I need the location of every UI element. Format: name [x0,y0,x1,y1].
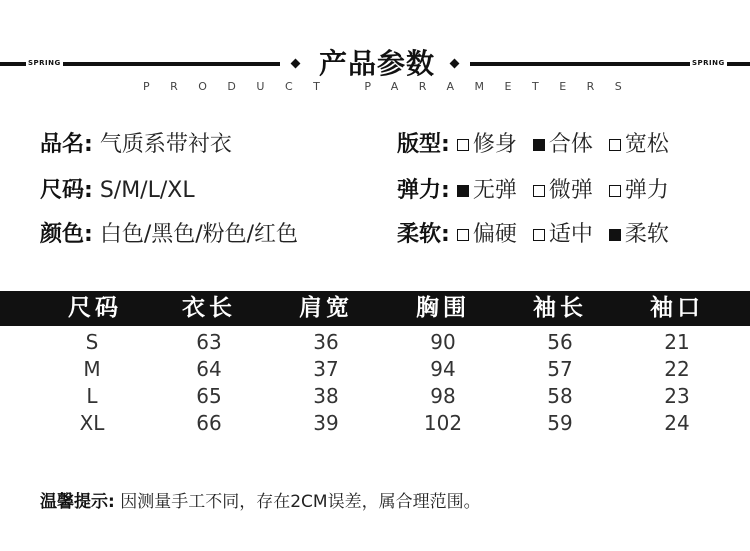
note-label: 温馨提示: [40,492,115,512]
column-header-length: 衣长 [182,295,236,321]
param-label: 版型: [397,132,450,157]
table-cell: 66 [196,411,222,435]
param-value: S/M/L/XL [99,178,195,203]
table-cell: 23 [664,384,690,408]
param-label: 柔软: [397,222,450,247]
option-item [609,132,669,158]
option-label: 弹力 [624,178,669,203]
checkbox-icon [609,185,621,197]
checkbox-icon [609,139,621,151]
param-label: 颜色: [40,222,93,247]
option-item [533,222,593,248]
checkbox-icon [533,229,545,241]
option-label: 柔软 [624,222,669,247]
table-cell: L [86,384,98,408]
column-header-bust: 胸围 [416,295,470,321]
option-item [609,178,669,204]
table-cell: 64 [196,357,222,381]
option-label: 宽松 [624,132,669,157]
param-label: 弹力: [397,178,450,203]
option-item [457,222,517,248]
option-item [609,222,669,248]
option-label: 合体 [548,132,593,157]
checkbox-checked-icon [457,185,469,197]
table-cell: 56 [547,330,573,354]
table-cell: XL [79,411,105,435]
param-sizes [40,178,195,204]
checkbox-checked-icon [609,229,621,241]
spring-badge-left: SPRING [28,59,61,67]
param-fit [397,132,685,158]
table-cell: 94 [430,357,456,381]
option-item [533,178,593,204]
param-softness [397,222,685,248]
param-colors [40,222,298,248]
table-cell: 63 [196,330,222,354]
table-cell: 22 [664,357,690,381]
option-label: 无弹 [472,178,517,203]
table-cell: 59 [547,411,573,435]
param-elasticity [397,178,685,204]
column-header-shoulder: 肩宽 [299,295,353,321]
table-cell: S [85,330,99,354]
table-cell: 58 [547,384,573,408]
table-cell: 36 [313,330,339,354]
diamond-icon-left [291,59,301,69]
page-subtitle: PRODUCT PARAMETERS [143,80,643,93]
page-title: 产品参数 [318,47,435,80]
measurement-note [40,487,481,512]
param-label: 尺码: [40,178,93,203]
note-text: 因测量手工不同，存在2CM误差，属合理范围。 [120,492,481,512]
table-cell: 37 [313,357,339,381]
table-cell: M [83,357,101,381]
param-product-name [40,132,232,158]
table-cell: 21 [664,330,690,354]
table-cell: 102 [423,411,463,435]
table-cell: 98 [430,384,456,408]
column-header-cuff: 袖口 [650,295,704,321]
param-value: 白色/黑色/粉色/红色 [99,222,299,247]
table-cell: 57 [547,357,573,381]
option-label: 微弹 [548,178,593,203]
column-header-size: 尺码 [68,295,122,321]
column-header-sleeve-length: 袖长 [533,295,587,321]
checkbox-icon [533,185,545,197]
table-cell: 38 [313,384,339,408]
option-item [457,132,517,158]
table-cell: 24 [664,411,690,435]
option-label: 适中 [548,222,593,247]
option-item [457,178,517,204]
spring-badge-right: SPRING [692,59,725,67]
option-label: 修身 [472,132,517,157]
param-value: 气质系带衬衣 [99,132,232,157]
table-cell: 39 [313,411,339,435]
checkbox-icon [457,139,469,151]
checkbox-icon [457,229,469,241]
option-label: 偏硬 [472,222,517,247]
checkbox-checked-icon [533,139,545,151]
param-label: 品名: [40,132,93,157]
diamond-icon-right [450,59,460,69]
option-item [533,132,593,158]
size-table-header [0,291,750,326]
table-cell: 90 [430,330,456,354]
table-cell: 65 [196,384,222,408]
